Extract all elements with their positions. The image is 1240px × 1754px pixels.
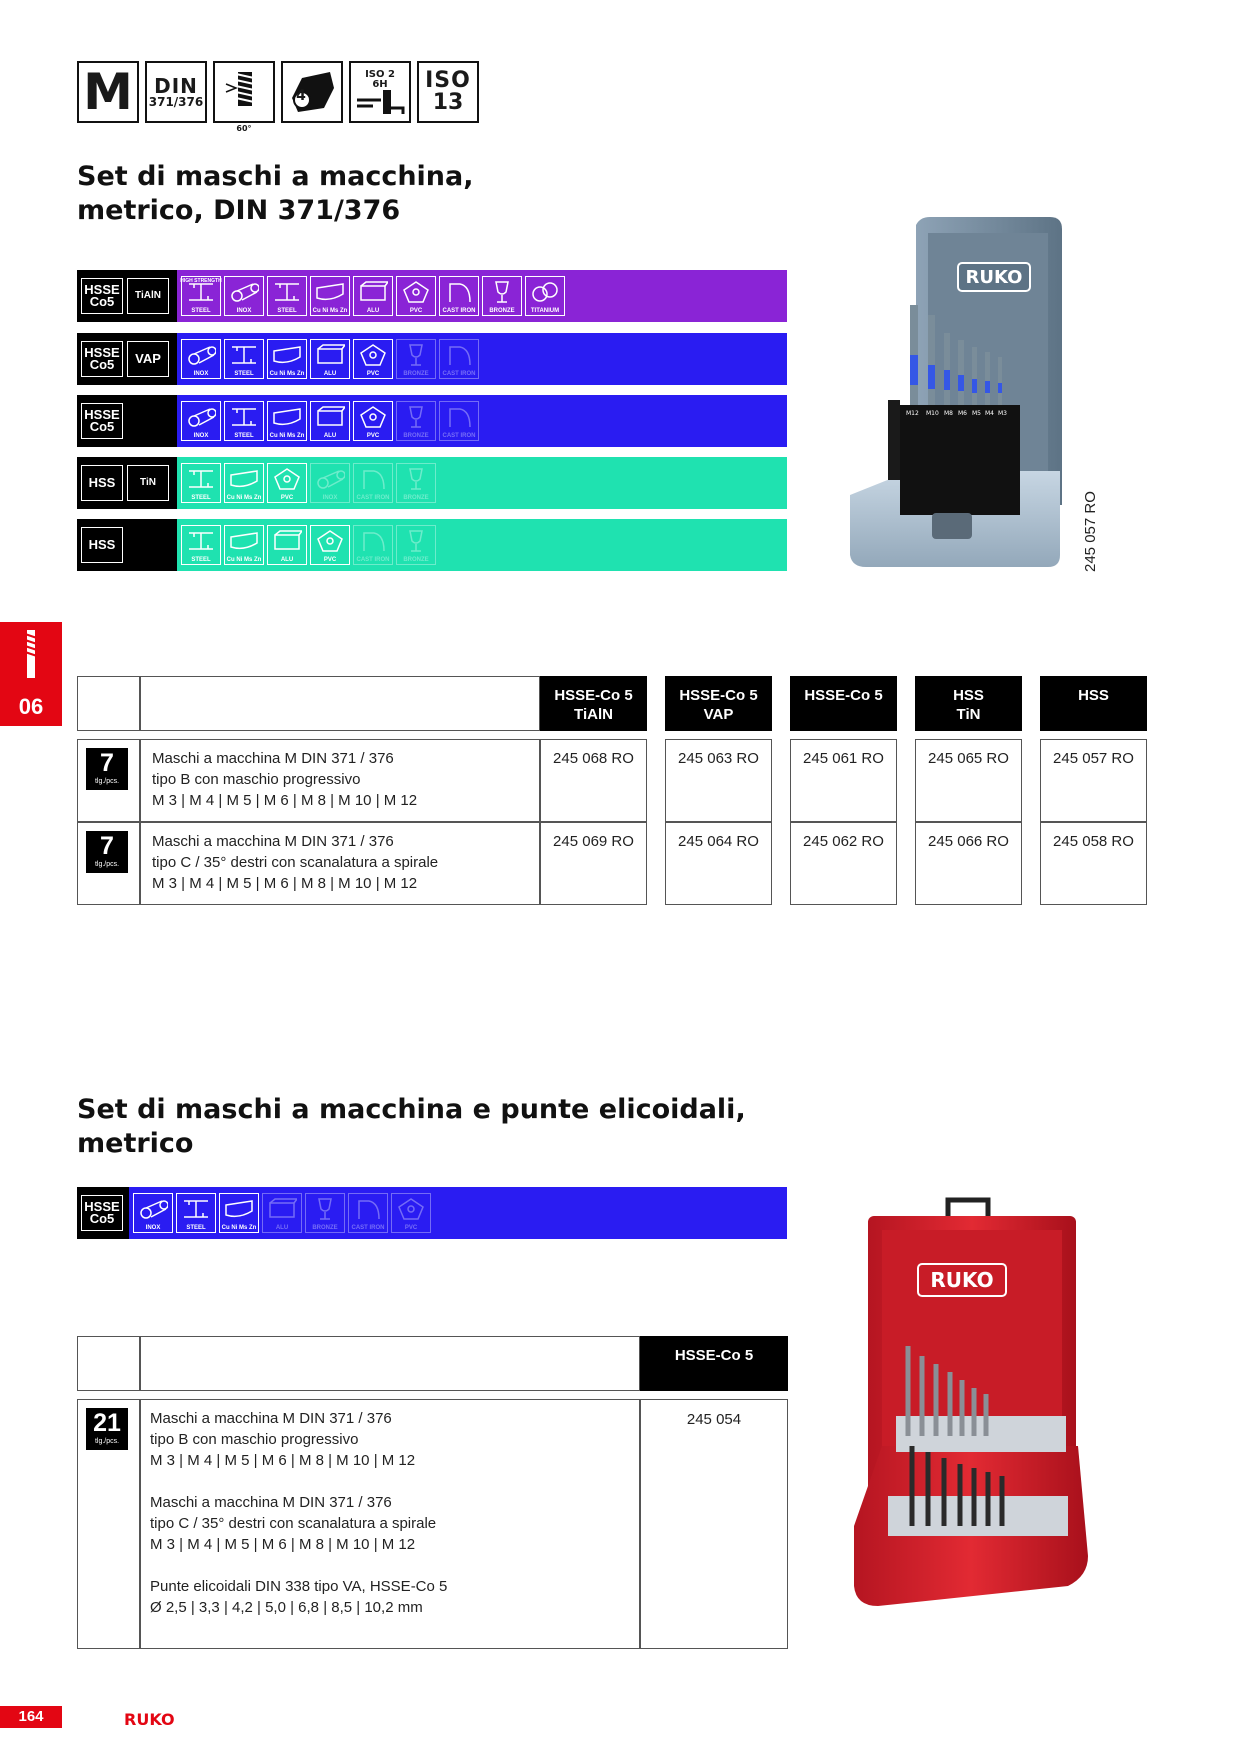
material-icon-label: ALU xyxy=(323,433,337,439)
column-header-line1: HSS xyxy=(1078,687,1109,704)
table1-article-code: 245 065 RO xyxy=(928,750,1009,767)
bronze-material-icon xyxy=(396,339,436,379)
column-header-line1: HSSE-Co 5 xyxy=(804,687,883,704)
material-row-6 xyxy=(77,1187,787,1239)
description-line: tipo B con maschio progressivo xyxy=(150,1431,359,1448)
table1-article-code: 245 068 RO xyxy=(553,750,634,767)
pvc-material-icon xyxy=(353,339,393,379)
inox-material-icon xyxy=(224,276,264,316)
photo-label-m4: M4 xyxy=(985,410,994,417)
description-line: Ø 2,5 | 3,3 | 4,2 | 5,0 | 6,8 | 8,5 | 10,2 mm xyxy=(150,1599,423,1616)
material-icon-label: INOX xyxy=(145,1225,161,1231)
coating-badge: VAP xyxy=(127,341,169,377)
high-strength-label: HIGH STRENGTH xyxy=(180,278,222,284)
alu-material-icon xyxy=(310,339,350,379)
pieces-unit: tlg./pcs. xyxy=(94,861,120,868)
tool-material-badge: HSSE Co5 xyxy=(81,1195,123,1231)
photo-label-m6: M6 xyxy=(958,410,967,417)
material-icon-label: STEEL xyxy=(277,308,297,314)
description-line: Maschi a macchina M DIN 371 / 376 xyxy=(150,1410,392,1427)
tool-material-code xyxy=(77,519,177,571)
description-line: M 3 | M 4 | M 5 | M 6 | M 8 | M 10 | M 12 xyxy=(150,1452,416,1469)
table1-article-code: 245 057 RO xyxy=(1053,750,1134,767)
section2-title xyxy=(77,1093,746,1161)
table1-column-header xyxy=(1040,676,1147,731)
inox-material-icon xyxy=(133,1193,173,1233)
material-icon-label: PVC xyxy=(280,495,294,501)
description-line: M 3 | M 4 | M 5 | M 6 | M 8 | M 10 | M 12 xyxy=(152,875,418,892)
product-photo-red-case xyxy=(848,1196,1098,1631)
section1-title xyxy=(77,160,474,228)
cu-ni-ms-zn-material-icon xyxy=(267,401,307,441)
tool-material-code xyxy=(77,395,177,447)
steel-material-icon xyxy=(176,1193,216,1233)
tap-icon xyxy=(21,630,41,680)
pvc-material-icon xyxy=(310,525,350,565)
table1-pieces-badge xyxy=(86,748,128,790)
photo-label-m10: M10 xyxy=(926,410,939,417)
table1-article-code: 245 064 RO xyxy=(678,833,759,850)
table2-article-code: 245 054 xyxy=(686,1411,742,1428)
table1-article-code: 245 066 RO xyxy=(928,833,1009,850)
cu-ni-ms-zn-material-icon xyxy=(310,276,350,316)
description-line: M 3 | M 4 | M 5 | M 6 | M 8 | M 10 | M 12 xyxy=(152,792,418,809)
metric-label: M xyxy=(83,63,133,121)
thread-tolerance-icon xyxy=(353,90,407,114)
table1-article-code: 245 063 RO xyxy=(678,750,759,767)
photo-label-m5: M5 xyxy=(972,410,981,417)
material-icon-label: ALU xyxy=(275,1225,289,1231)
steel-material-icon xyxy=(267,276,307,316)
material-icon-label: Cu Ni Ms Zn xyxy=(221,1225,257,1231)
cu-ni-ms-zn-material-icon xyxy=(267,339,307,379)
material-icons-band xyxy=(177,270,787,322)
material-icon-label: CAST IRON xyxy=(356,495,390,501)
tolerance-icon xyxy=(349,61,411,123)
photo2-case-brand: RUKO xyxy=(930,1268,994,1292)
tool-material-code xyxy=(77,270,177,322)
bronze-material-icon xyxy=(396,525,436,565)
section1-title-line1: Set di maschi a macchina, xyxy=(77,161,474,192)
material-icon-label: STEEL xyxy=(191,308,211,314)
chamfer-count: 4 xyxy=(296,88,306,104)
standard-pictograms xyxy=(77,61,479,133)
alu-material-icon xyxy=(353,276,393,316)
material-icon-label: STEEL xyxy=(191,557,211,563)
material-icon-label: TITANIUM xyxy=(530,308,560,314)
iso-number: 13 xyxy=(432,90,464,115)
material-icon-label: ALU xyxy=(280,557,294,563)
steel-material-icon xyxy=(224,401,264,441)
table2-header-empty-1 xyxy=(77,1336,140,1391)
iso-standard-icon xyxy=(417,61,479,123)
material-icon-label: Cu Ni Ms Zn xyxy=(312,308,348,314)
thread-angle-icon xyxy=(213,61,275,133)
material-icon-label: PVC xyxy=(404,1225,418,1231)
material-icon-label: INOX xyxy=(193,433,209,439)
material-icon-label: CAST IRON xyxy=(442,308,476,314)
steel-material-icon xyxy=(224,339,264,379)
material-icon-label: Cu Ni Ms Zn xyxy=(226,495,262,501)
footer-brand: RUKO xyxy=(124,1710,175,1729)
pieces-unit: tlg./pcs. xyxy=(94,778,120,785)
section2-title-line1: Set di maschi a macchina e punte elicoidali, xyxy=(77,1094,746,1125)
steel-material-icon xyxy=(181,525,221,565)
material-icon-label: BRONZE xyxy=(489,308,515,314)
drill-tap-set-case-illustration xyxy=(848,1196,1098,1626)
table1-description xyxy=(152,748,532,811)
column-header-line2: TiN xyxy=(956,706,981,723)
coating-badge: TiAlN xyxy=(127,278,169,314)
inox-material-icon xyxy=(181,339,221,379)
description-line: Punte elicoidali DIN 338 tipo VA, HSSE-Co 5 xyxy=(150,1578,448,1595)
din-sub: 371/376 xyxy=(148,95,204,109)
table2-pieces-unit: tlg./pcs. xyxy=(94,1438,120,1445)
column-header-line1: HSSE-Co 5 xyxy=(679,687,758,704)
material-icon-label: Cu Ni Ms Zn xyxy=(269,371,305,377)
material-icon-label: ALU xyxy=(323,371,337,377)
page-number: 164 xyxy=(0,1706,62,1728)
table2-pieces-badge xyxy=(86,1408,128,1450)
table1-column-header xyxy=(790,676,897,731)
photo-reference-code: 245 057 RO xyxy=(1082,491,1099,572)
description-line: tipo B con maschio progressivo xyxy=(152,771,361,788)
material-icon-label: PVC xyxy=(409,308,423,314)
table1-pieces-badge xyxy=(86,831,128,873)
chapter-number: 06 xyxy=(18,694,44,719)
cast-iron-material-icon xyxy=(353,463,393,503)
bronze-material-icon xyxy=(482,276,522,316)
chamfer-icon xyxy=(281,61,343,123)
table2-header-empty-2 xyxy=(140,1336,640,1391)
material-icon-label: BRONZE xyxy=(403,371,429,377)
chapter-tab xyxy=(0,622,62,726)
material-icon-label: Cu Ni Ms Zn xyxy=(269,433,305,439)
description-line: tipo C / 35° destri con scanalatura a spirale xyxy=(150,1515,437,1532)
material-icon-label: BRONZE xyxy=(403,495,429,501)
tool-material-badge: HSS xyxy=(81,465,123,501)
material-icon-label: STEEL xyxy=(191,495,211,501)
column-header-line2: TiAlN xyxy=(574,706,613,723)
alu-material-icon xyxy=(267,525,307,565)
alu-material-icon xyxy=(310,401,350,441)
material-icon-label: BRONZE xyxy=(403,557,429,563)
material-icon-label: Cu Ni Ms Zn xyxy=(226,557,262,563)
material-icon-label: STEEL xyxy=(234,371,254,377)
metric-thread-icon xyxy=(77,61,139,123)
description-line: tipo C / 35° destri con scanalatura a spirale xyxy=(152,854,439,871)
tool-material-code xyxy=(77,457,177,509)
material-icon-label: BRONZE xyxy=(403,433,429,439)
material-icon-label: INOX xyxy=(193,371,209,377)
table1-description xyxy=(152,831,532,894)
material-icons-band xyxy=(177,457,787,509)
photo-label-m3: M3 xyxy=(998,410,1007,417)
inox-material-icon xyxy=(181,401,221,441)
section1-title-line2: metrico, DIN 371/376 xyxy=(77,195,401,226)
description-line: Maschi a macchina M DIN 371 / 376 xyxy=(152,833,394,850)
pvc-material-icon xyxy=(353,401,393,441)
cast-iron-material-icon xyxy=(439,276,479,316)
cu-ni-ms-zn-material-icon xyxy=(224,525,264,565)
material-row-1 xyxy=(77,270,787,322)
material-row-2 xyxy=(77,333,787,385)
table1-column-header xyxy=(665,676,772,731)
pvc-material-icon xyxy=(267,463,307,503)
photo-case-brand: RUKO xyxy=(965,267,1023,288)
cast-iron-material-icon xyxy=(439,401,479,441)
description-line: Maschi a macchina M DIN 371 / 376 xyxy=(150,1494,392,1511)
column-header-line1: HSSE-Co 5 xyxy=(554,687,633,704)
tool-material-code xyxy=(77,333,177,385)
material-icon-label: ALU xyxy=(366,308,380,314)
alu-material-icon xyxy=(262,1193,302,1233)
bronze-material-icon xyxy=(396,401,436,441)
tap-chamfer-icon xyxy=(286,68,338,116)
table1-header-empty-2 xyxy=(140,676,540,731)
table1-article-code: 245 062 RO xyxy=(803,833,884,850)
bronze-material-icon xyxy=(396,463,436,503)
steel-material-icon xyxy=(181,276,221,316)
cu-ni-ms-zn-material-icon xyxy=(219,1193,259,1233)
table1-article-code: 245 069 RO xyxy=(553,833,634,850)
tolerance-line2: 6H xyxy=(372,79,388,90)
titanium-material-icon xyxy=(525,276,565,316)
material-icons-band xyxy=(177,519,787,571)
pieces-count: 7 xyxy=(100,832,114,860)
table1-column-header xyxy=(915,676,1022,731)
pvc-material-icon xyxy=(391,1193,431,1233)
material-row-5 xyxy=(77,519,787,571)
cu-ni-ms-zn-material-icon xyxy=(224,463,264,503)
description-line: M 3 | M 4 | M 5 | M 6 | M 8 | M 10 | M 12 xyxy=(150,1536,416,1553)
material-icons-band xyxy=(177,395,787,447)
din-standard-icon xyxy=(145,61,207,123)
tolerance-line1: ISO 2 xyxy=(365,69,395,80)
material-icon-label: PVC xyxy=(323,557,337,563)
table2-code-cell xyxy=(640,1399,788,1649)
tool-material-badge: HSSE Co5 xyxy=(81,278,123,314)
material-icon-label: PVC xyxy=(366,371,380,377)
product-photo-grey-case xyxy=(840,215,1070,580)
material-icons-band xyxy=(177,333,787,385)
tool-material-badge: HSSE Co5 xyxy=(81,341,123,377)
pvc-material-icon xyxy=(396,276,436,316)
material-icons-band xyxy=(129,1187,787,1239)
photo-label-m8: M8 xyxy=(944,410,953,417)
material-icon-label: STEEL xyxy=(234,433,254,439)
bronze-material-icon xyxy=(305,1193,345,1233)
material-row-4 xyxy=(77,457,787,509)
table1-header-empty-1 xyxy=(77,676,140,731)
inox-material-icon xyxy=(310,463,350,503)
cast-iron-material-icon xyxy=(348,1193,388,1233)
din-title: DIN xyxy=(154,74,198,98)
cast-iron-material-icon xyxy=(353,525,393,565)
cast-iron-material-icon xyxy=(439,339,479,379)
column-header-line2: VAP xyxy=(703,706,734,723)
tool-material-badge: HSSE Co5 xyxy=(81,403,123,439)
section2-title-line2: metrico xyxy=(77,1128,194,1159)
tool-material-badge: HSS xyxy=(81,527,123,563)
material-icon-label: BRONZE xyxy=(312,1225,338,1231)
material-icon-label: INOX xyxy=(236,308,252,314)
table2-pieces-count: 21 xyxy=(93,1409,121,1437)
tap-set-case-illustration xyxy=(840,215,1070,575)
table1-article-code: 245 061 RO xyxy=(803,750,884,767)
table2-description xyxy=(150,1408,630,1618)
pieces-count: 7 xyxy=(100,749,114,777)
material-icon-label: PVC xyxy=(366,433,380,439)
material-icon-label: CAST IRON xyxy=(356,557,390,563)
material-icon-label: INOX xyxy=(322,495,338,501)
description-line: Maschi a macchina M DIN 371 / 376 xyxy=(152,750,394,767)
material-icon-label: CAST IRON xyxy=(442,433,476,439)
table1-article-code: 245 058 RO xyxy=(1053,833,1134,850)
description-line xyxy=(150,1471,630,1492)
table2-column-header: HSSE-Co 5 xyxy=(640,1336,788,1391)
material-icon-label: STEEL xyxy=(186,1225,206,1231)
tool-material-code xyxy=(77,1187,129,1239)
material-row-3 xyxy=(77,395,787,447)
material-icon-label: CAST IRON xyxy=(442,371,476,377)
iso-title: ISO xyxy=(425,68,471,93)
coating-badge: TiN xyxy=(127,465,169,501)
table1-column-header xyxy=(540,676,647,731)
thread-angle-label: 60° xyxy=(236,124,252,133)
photo-label-m12: M12 xyxy=(906,410,919,417)
description-line xyxy=(150,1555,630,1576)
column-header-line1: HSS xyxy=(953,687,984,704)
steel-material-icon xyxy=(181,463,221,503)
material-icon-label: CAST IRON xyxy=(351,1225,385,1231)
thread-profile-icon xyxy=(224,70,264,114)
